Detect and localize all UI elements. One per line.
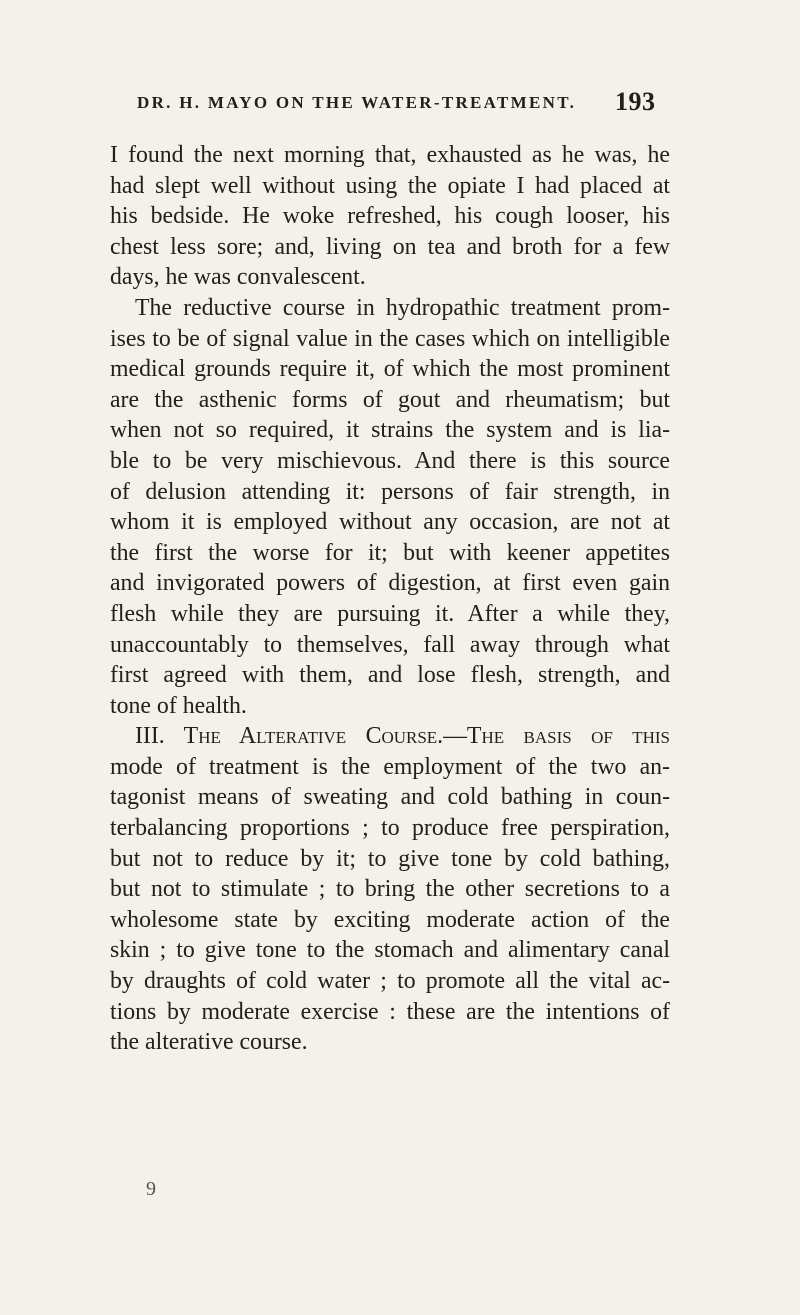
text-line: terbalancing proportions ; to produce free perspiration, xyxy=(110,815,670,842)
text-line: the first the worse for it; but with keener appetites xyxy=(110,539,670,566)
text-line: wholesome state by exciting moderate action of the xyxy=(110,906,670,933)
text-line: of delusion attending it: persons of fair strength, in xyxy=(110,478,670,505)
signature-mark: 9 xyxy=(146,1178,156,1200)
text-line: tions by moderate exercise : these are the intentions of xyxy=(110,998,670,1025)
text-line: when not so required, it strains the system and is lia- xyxy=(110,417,670,444)
page-number: 193 xyxy=(615,87,656,116)
text-line: tone of health. xyxy=(110,692,247,719)
text-line: and invigorated powers of digestion, at first even gain xyxy=(110,570,670,597)
text-line: ises to be of signal value in the cases which on intelligible xyxy=(110,325,670,352)
text-line: days, he was convalescent. xyxy=(110,264,366,291)
text-line: The reductive course in hydropathic treatment prom- xyxy=(135,294,670,321)
text-line: his bedside. He woke refreshed, his cough looser, his xyxy=(110,203,670,230)
text-line: ble to be very mischievous. And there is this source xyxy=(110,447,670,474)
text-line: first agreed with them, and lose flesh, strength, and xyxy=(110,662,670,689)
text-line: by draughts of cold water ; to promote all the vital ac- xyxy=(110,968,670,995)
text-line: flesh while they are pursuing it. After a while they, xyxy=(110,600,670,627)
text-line: medical grounds require it, of which the most prominent xyxy=(110,356,670,383)
text-line: are the asthenic forms of gout and rheumatism; but xyxy=(110,386,670,413)
text-line: the alterative course. xyxy=(110,1029,308,1056)
text-line: had slept well without using the opiate I had placed at xyxy=(110,172,670,199)
text-line: whom it is employed without any occasion, are not at xyxy=(110,509,670,536)
running-head: DR. H. MAYO ON THE WATER-TREATMENT. xyxy=(137,93,577,112)
text-line: but not to stimulate ; to bring the other secretions to a xyxy=(110,876,670,903)
text-line: tagonist means of sweating and cold bathing in coun- xyxy=(110,784,670,811)
text-line: unaccountably to themselves, fall away through what xyxy=(110,631,670,658)
text-line: mode of treatment is the employment of the two an- xyxy=(110,753,670,780)
body-text xyxy=(110,140,670,1058)
page-header xyxy=(0,87,800,120)
text-line: chest less sore; and, living on tea and broth for a few xyxy=(110,233,670,260)
section-heading-line: III. The Alterative Course.—The basis of this xyxy=(135,723,670,750)
text-line: I found the next morning that, exhausted as he was, he xyxy=(110,142,670,168)
text-line: but not to reduce by it; to give tone by cold bathing, xyxy=(110,845,670,872)
text-line: skin ; to give tone to the stomach and alimentary canal xyxy=(110,937,670,964)
